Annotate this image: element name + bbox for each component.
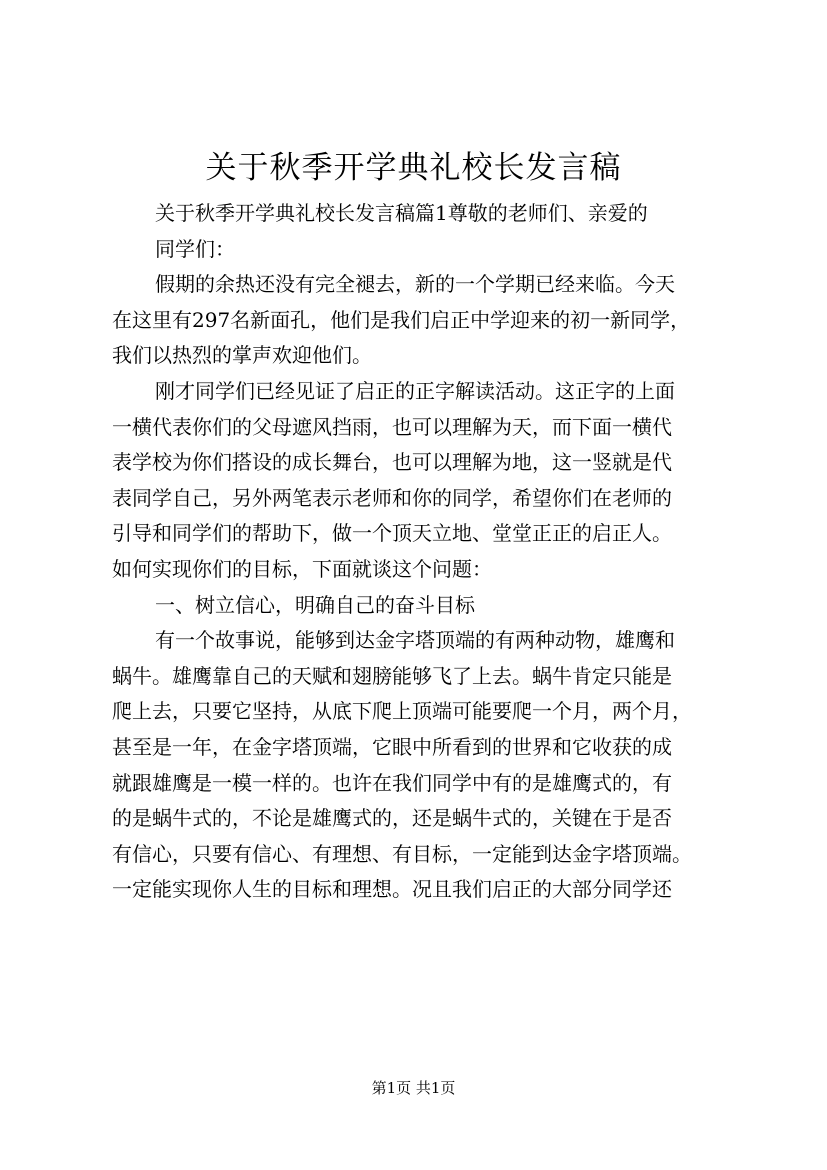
document-body (112, 196, 732, 908)
body-line: 表同学自己，另外两笔表示老师和你的同学，希望你们在老师的 (112, 485, 672, 510)
body-line: 蜗牛。雄鹰靠自己的天赋和翅膀能够飞了上去。蜗牛肯定只能是 (112, 663, 672, 688)
body-line: 一横代表你们的父母遮风挡雨，也可以理解为天，而下面一横代 (112, 414, 672, 439)
body-line: 同学们： (155, 236, 235, 261)
body-line: 爬上去，只要它坚持，从底下爬上顶端可能要爬一个月，两个月， (112, 699, 692, 724)
body-line: 甚至是一年，在金字塔顶端，它眼中所看到的世界和它收获的成 (112, 734, 672, 759)
body-line: 有信心，只要有信心、有理想、有目标，一定能到达金字塔顶端。 (112, 841, 692, 866)
body-line: 我们以热烈的掌声欢迎他们。 (112, 343, 372, 368)
body-line: 引导和同学们的帮助下，做一个顶天立地、堂堂正正的启正人。 (112, 521, 672, 546)
body-line: 关于秋季开学典礼校长发言稿篇1尊敬的老师们、亲爱的 (155, 201, 648, 225)
document-title: 关于秋季开学典礼校长发言稿 (205, 150, 622, 186)
body-line: 一定能实现你人生的目标和理想。况且我们启正的大部分同学还 (112, 877, 672, 902)
section-heading: 一、树立信心，明确自己的奋斗目标 (155, 592, 475, 617)
page-footer: 第1页 共1页 (371, 1079, 456, 1097)
body-line: 如何实现你们的目标，下面就谈这个问题： (112, 556, 492, 581)
body-line: 假期的余热还没有完全褪去，新的一个学期已经来临。今天 (155, 272, 675, 297)
body-line: 就跟雄鹰是一模一样的。也许在我们同学中有的是雄鹰式的，有 (112, 770, 672, 795)
body-line: 有一个故事说，能够到达金字塔顶端的有两种动物，雄鹰和 (155, 628, 675, 653)
body-line: 表学校为你们搭设的成长舞台，也可以理解为地，这一竖就是代 (112, 450, 672, 475)
body-line: 刚才同学们已经见证了启正的正字解读活动。这正字的上面 (155, 378, 675, 403)
body-line: 的是蜗牛式的，不论是雄鹰式的，还是蜗牛式的，关键在于是否 (112, 806, 672, 831)
body-line: 在这里有297名新面孔，他们是我们启正中学迎来的初一新同学， (112, 307, 691, 332)
